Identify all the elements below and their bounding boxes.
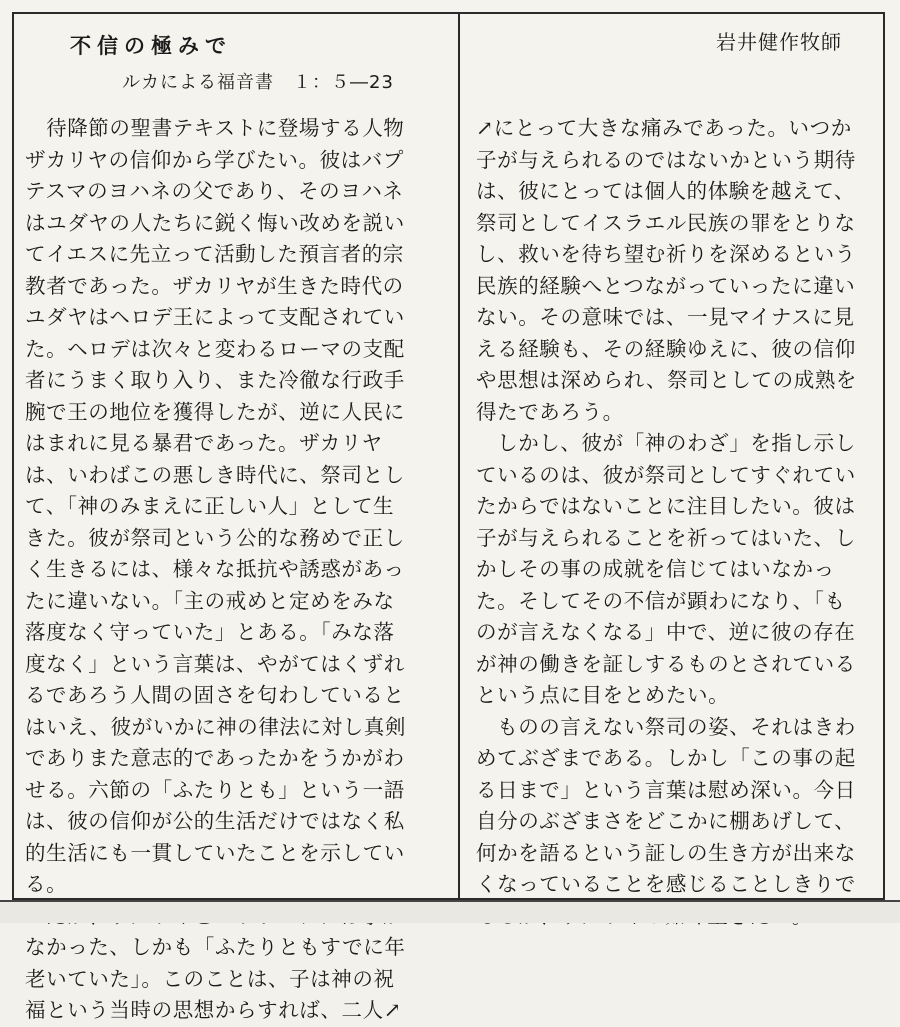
text-line: 的生活にも一貫していたことを示してい [25,840,405,865]
text-line: 子が与えられることを祈ってはいた、し [476,525,856,550]
text-line: でありまた意志的であったかをうかがわ [25,746,405,770]
text-line: 度なく」という言葉は、やがてはくずれ [25,651,405,676]
text-line: 教者であった。ザカリヤが生きた時代の [25,273,404,298]
text-line: 待降節の聖書テキストに登場する人物 [25,116,405,140]
text-line: える経験も、その経験ゆえに、彼の信仰 [476,336,856,361]
text-line: せる。六節の「ふたりとも」という一語 [25,777,405,802]
text-line: くなっていることを感じることしきりで [476,872,856,896]
text-line: る。 [25,872,68,896]
text-column-left [25,113,445,1027]
scripture-reference: ルカによる福音書 １：５―23 [122,72,394,93]
text-line: たからではないことに注目したい。彼は [476,494,856,518]
text-line: た。ヘロデは次々と変わるローマの支配 [25,336,405,361]
text-line: めてぶざまである。しかし「この事の起 [476,746,856,770]
text-line: かしその事の成就を信じてはいなかっ [476,557,835,581]
text-line: なかった、しかも「ふたりともすでに年 [25,935,406,959]
text-line: 子が与えられるのではないかという期待 [476,147,856,172]
text-line: てイエスに先立って活動した預言者的宗 [25,242,404,266]
text-line: ↗にとって大きな痛みであった。いつか [476,116,852,140]
text-line: 老いていた」。このことは、子は神の祝 [25,966,395,991]
text-line: が神の働きを証しするものとされている [476,651,856,676]
article-title: 不信の極みで [70,34,232,58]
text-line: は、いわばこの悪しき時代に、祭司とし [25,462,405,487]
text-line: た。そしてその不信が顕わになり、「も [476,588,846,613]
text-line: や思想は深められ、祭司としての成熟を [476,368,858,392]
text-line: きた。彼が祭司という公的な務めで正し [25,525,405,550]
text-line: のが言えなくなる」中で、逆に彼の存在 [476,620,856,644]
text-line: 祭司としてイスラエル民族の罪をとりな [476,210,856,235]
text-line: ものの言えない祭司の姿、それはきわ [476,714,856,739]
text-line: 何かを語るという証しの生き方が出来な [476,840,856,865]
text-line: ユダヤはヘロデ王によって支配されてい [25,305,405,329]
text-line: しかし、彼が「神のわざ」を指し示し [476,431,856,455]
text-line: 腕で王の地位を獲得したが、逆に人民に [25,399,405,424]
text-line: 福という当時の思想からすれば、二人↗ [25,998,402,1022]
text-line: 落度なく守っていた」とある。「みな落 [25,620,395,644]
text-column-right [476,113,871,932]
text-line: ザカリヤの信仰から学びたい。彼はバプ [25,147,404,172]
text-line: 者にうまく取り入り、また冷徹な行政手 [25,368,405,392]
text-line: 自分のぶざまさをどこかに棚あげして、 [476,809,856,833]
bottom-strip [0,902,900,923]
text-line: はいえ、彼がいかに神の律法に対し真剣 [25,714,407,739]
text-line: く生きるには、様々な抵抗や誘惑があっ [25,557,405,581]
text-line: テスマのヨハネの父であり、そのヨハネ [25,179,404,203]
text-line: はまれに見る暴君であった。ザカリヤ [25,431,383,455]
text-line: は、彼の信仰が公的生活だけではなく私 [25,809,405,833]
column-divider [458,14,460,899]
text-line: るであろう人間の固さを匂わしていると [25,683,405,707]
text-line: る日まで」という言葉は慰め深い。今日 [476,777,856,802]
text-line: し、救いを待ち望む祈りを深めるという [476,242,856,266]
text-line: 得たであろう。 [476,399,624,424]
text-line: はユダヤの人たちに鋭く悔い改めを説い [25,210,405,235]
text-line: て、「神のみまえに正しい人」として生 [25,494,395,518]
author-name: 岩井健作牧師 [716,30,842,54]
text-line: 民族的経験へとつながっていったに違い [476,273,856,298]
text-line: ているのは、彼が祭司としてすぐれてい [476,462,856,487]
text-line: ない。その意味では、一見マイナスに見 [476,305,855,329]
text-line: という点に目をとめたい。 [476,683,730,707]
text-line: たに違いない。「主の戒めと定めをみな [25,588,395,613]
text-line: は、彼にとっては個人的体験を越えて、 [476,179,855,203]
